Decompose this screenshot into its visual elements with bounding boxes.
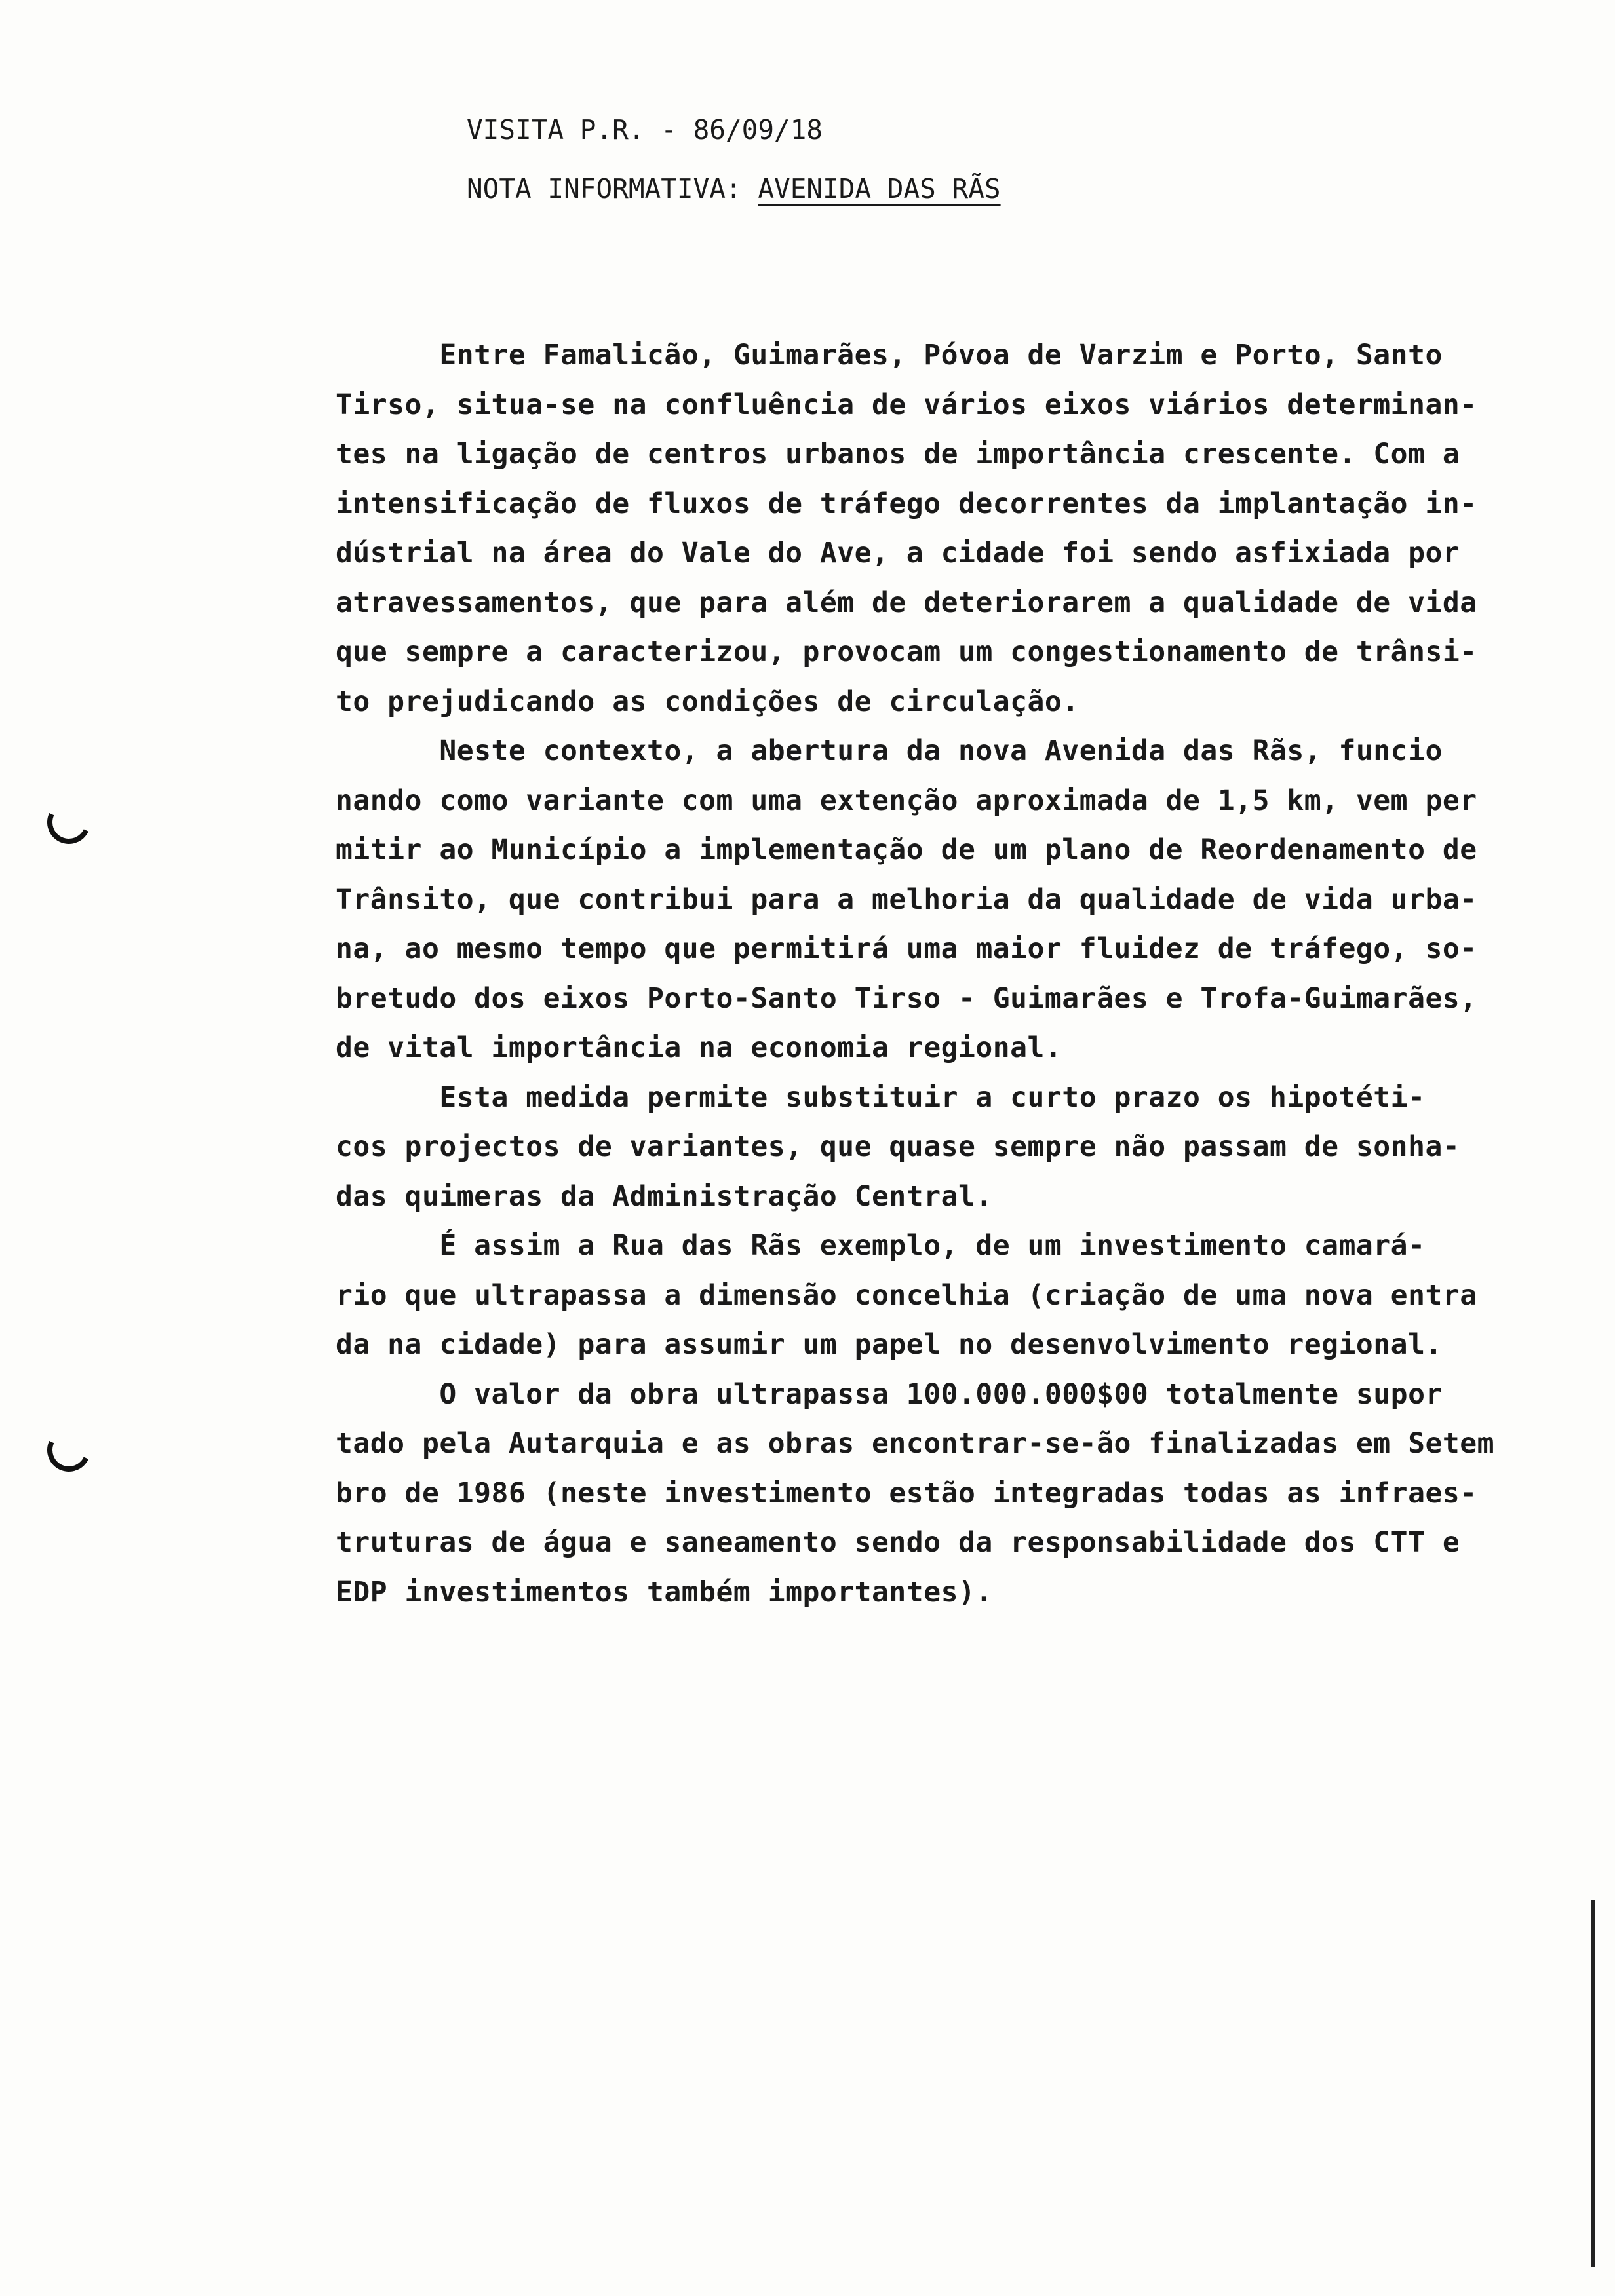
text-line: bro de 1986 (neste investimento estão integradas todas as infraes- bbox=[336, 1476, 1477, 1510]
text-line: de vital importância na economia regional. bbox=[336, 1031, 1062, 1064]
punch-hole-mark bbox=[41, 795, 97, 851]
text-line: na, ao mesmo tempo que permitirá uma maior fluidez de tráfego, so- bbox=[336, 932, 1477, 965]
text-line: Trânsito, que contribui para a melhoria da qualidade de vida urba- bbox=[336, 883, 1477, 916]
note-label: NOTA INFORMATIVA: bbox=[467, 173, 758, 204]
note-title: AVENIDA DAS RÃS bbox=[758, 173, 1001, 204]
text-line: Neste contexto, a abertura da nova Avenida das Rãs, funcio bbox=[336, 735, 1443, 767]
text-line: tes na ligação de centros urbanos de importância crescente. Com a bbox=[336, 438, 1460, 470]
text-line: nando como variante com uma extenção aproximada de 1,5 km, vem per bbox=[336, 784, 1477, 817]
page-edge-mark bbox=[1591, 1900, 1595, 2267]
text-line: bretudo dos eixos Porto-Santo Tirso - Guimarães e Trofa-Guimarães, bbox=[336, 982, 1477, 1015]
text-line: truturas de água e saneamento sendo da responsabilidade dos CTT e bbox=[336, 1526, 1460, 1559]
text-line: da na cidade) para assumir um papel no desenvolvimento regional. bbox=[336, 1328, 1443, 1361]
text-line: Esta medida permite substituir a curto prazo os hipotéti- bbox=[336, 1081, 1426, 1114]
text-line: cos projectos de variantes, que quase sempre não passam de sonha- bbox=[336, 1130, 1460, 1163]
text-line: O valor da obra ultrapassa 100.000.000$00 totalmente supor bbox=[336, 1377, 1443, 1411]
text-line: EDP investimentos também importantes). bbox=[336, 1575, 993, 1609]
text-line: intensificação de fluxos de tráfego decorrentes da implantação in- bbox=[336, 487, 1477, 520]
text-line: que sempre a caracterizou, provocam um congestionamento de trânsi- bbox=[336, 636, 1477, 668]
visit-line: VISITA P.R. - 86/09/18 bbox=[467, 114, 823, 145]
text-line: atravessamentos, que para além de deteriorarem a qualidade de vida bbox=[336, 586, 1477, 619]
text-line: das quimeras da Administração Central. bbox=[336, 1179, 993, 1213]
text-line: Tirso, situa-se na confluência de vários eixos viários determinan- bbox=[336, 388, 1477, 421]
text-line: mitir ao Município a implementação de um plano de Reordenamento de bbox=[336, 833, 1477, 866]
text-line: Entre Famalicão, Guimarães, Póvoa de Varzim e Porto, Santo bbox=[336, 339, 1443, 372]
text-line: rio que ultrapassa a dimensão concelhia (criação de uma nova entra bbox=[336, 1278, 1477, 1312]
text-line: É assim a Rua das Rãs exemplo, de um investimento camará- bbox=[336, 1229, 1426, 1262]
note-title-line bbox=[467, 173, 1001, 235]
text-line: dústrial na área do Vale do Ave, a cidade foi sendo asfixiada por bbox=[336, 537, 1460, 569]
text-line: tado pela Autarquia e as obras encontrar-se-ão finalizadas em Setem bbox=[336, 1427, 1495, 1460]
body-text bbox=[336, 331, 1496, 1617]
punch-hole-mark bbox=[41, 1423, 97, 1478]
text-line: to prejudicando as condições de circulação. bbox=[336, 685, 1080, 718]
document-header bbox=[467, 114, 1001, 235]
